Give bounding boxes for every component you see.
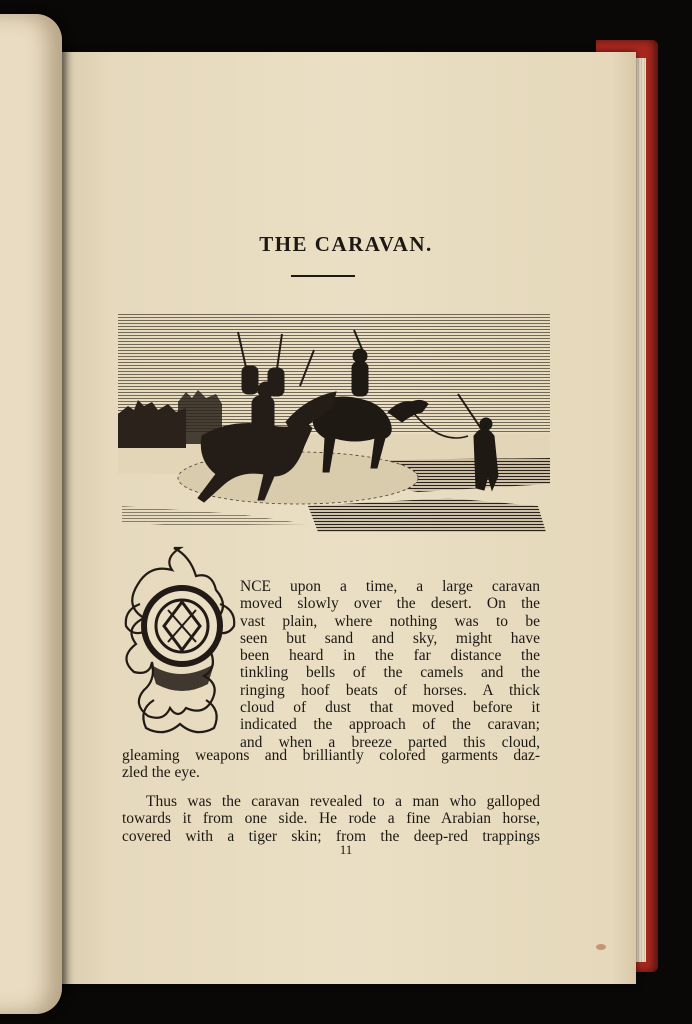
paragraph-2 [122,793,540,845]
text-line: Thus was the caravan revealed to a man who galloped [146,793,540,810]
text-line: zled the eye. [122,764,200,782]
text-line: been heard in the far distance the [240,647,540,665]
text-line: tinkling bells of the camels and the [240,664,540,682]
paragraph-1-beside-initial [240,578,540,751]
text-line: seen but sand and sky, might have [240,629,540,647]
paper-stain [596,944,606,950]
text-line: cloud of dust that moved before it [240,699,540,717]
caravan-illustration [118,310,550,532]
ornamental-initial [120,544,240,744]
text-line: and when a breeze parted this cloud, [240,733,540,751]
chapter-title: THE CARAVAN. [259,232,433,256]
text-line: vast plain, where nothing was to be [240,612,540,630]
title-rule [291,275,355,277]
page-number: 11 [339,842,353,857]
text-line: NCE upon a time, a large caravan [240,578,540,595]
text-line: gleaming weapons and brilliantly colored garments daz- [122,747,540,764]
text-line: moved slowly over the desert. On the [240,595,540,613]
text-line: indicated the approach of the caravan; [240,716,540,734]
text-line: ringing hoof beats of horses. A thick [240,681,540,699]
left-page-curl [0,14,62,1014]
paragraph-1-continuation [122,747,540,782]
text-line: towards it from one side. He rode a fine Arabian horse, [122,810,540,828]
text-line: covered with a tiger skin; from the deep-red trappings [122,827,540,845]
